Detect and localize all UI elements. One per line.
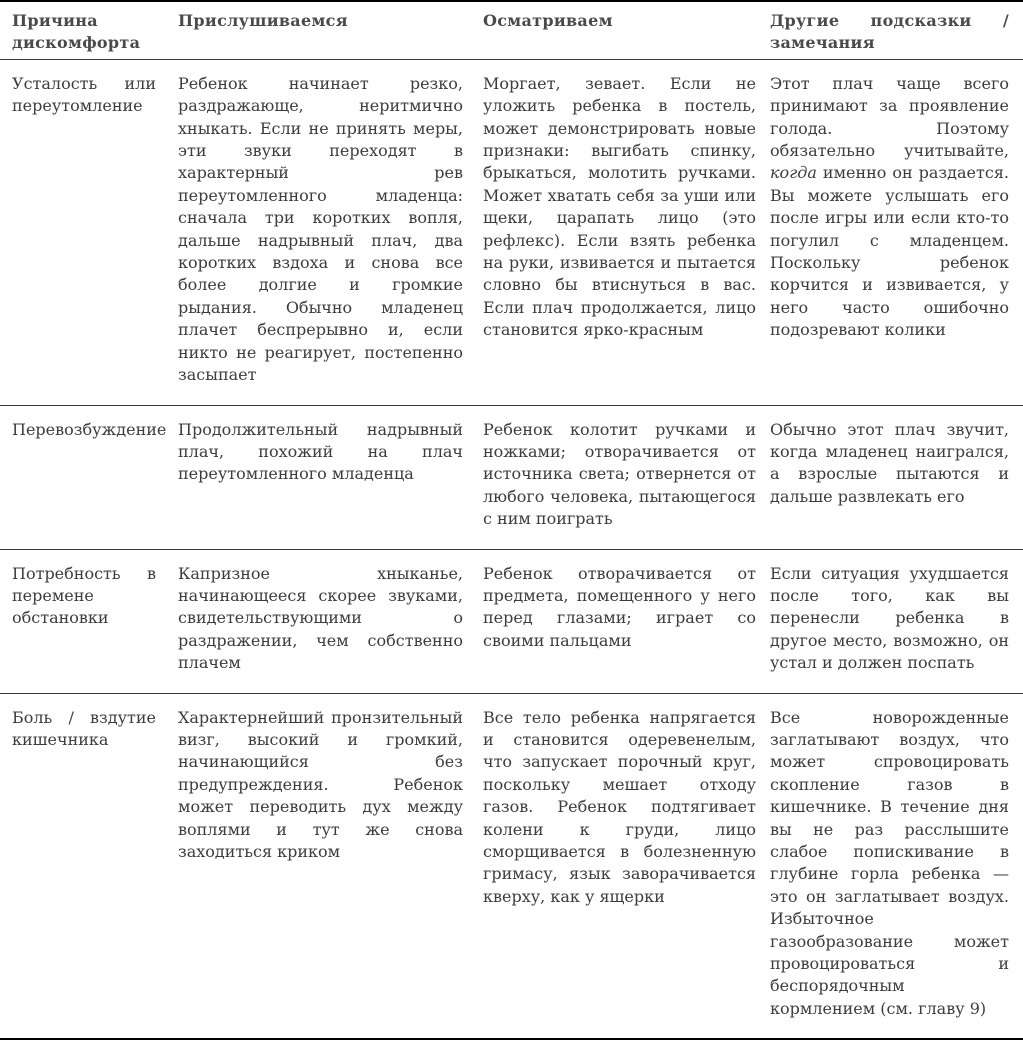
cause-text: Потребность в перемене обстановки — [12, 563, 156, 628]
cell-cause — [0, 549, 170, 693]
table-row-fatigue — [0, 59, 1023, 405]
hints-text: Все новорожденные заглатывают воздух, что может спровоцировать скопление газов в кишечнике. В течение дня вы не раз расслышите слабое попискивание в глубине горла ребенка — это он заглатывает воздух. Избыточное газообразование может провоцироваться и беспорядочным кормлением (см. главу 9) — [770, 707, 1009, 1018]
listen-text: Продолжительный надрывный плач, похожий на плач переутомленного младенца — [178, 419, 463, 484]
cell-listen — [170, 59, 471, 405]
table-row-overexcitement — [0, 405, 1023, 549]
listen-text: Характернейший пронзительный визг, высокий и громкий, начинающийся без предупреждения. Ребенок может переводить дух между воплями и тут же снова заходиться криком — [178, 707, 463, 861]
hints-text-prefix: Этот плач чаще всего принимают за проявление голода. Поэтому обязательно учитывайте, — [770, 73, 1009, 161]
cell-hints — [762, 405, 1023, 549]
hints-text-suffix: именно он раздается. Вы можете услышать его после игры или если кто-то погулил с младенцем. Поскольку ребенок корчится и извивается, у него часто ошибочно подозревают колики — [770, 163, 1009, 340]
cell-listen — [170, 405, 471, 549]
header-look: Осматриваем — [471, 1, 762, 59]
table-row-change-of-scene — [0, 549, 1023, 693]
hints-text: Обычно этот плач звучит, когда младенец наигрался, а взрослые пытаются и дальше развлекать его — [770, 419, 1009, 506]
look-text: Все тело ребенка напрягается и становится одеревенелым, что запускает порочный круг, поскольку мешает отходу газов. Ребенок подтягивает колени к груди, лицо сморщивается в болезненную гримасу, язык заворачивается кверху, как у ящерки — [483, 707, 756, 906]
header-listen: Прислушиваемся — [170, 1, 471, 59]
hints-text-italic: когда — [770, 163, 817, 183]
hints-text: Если ситуация ухудшается после того, как вы перенесли ребенка в другое место, возможно, он устал и должен поспать — [770, 563, 1009, 673]
cause-text: Перевозбуждение — [12, 419, 167, 439]
cell-cause — [0, 405, 170, 549]
header-hints: Другие подсказки / замечания — [762, 1, 1023, 59]
look-text: Ребенок отворачивается от предмета, помещенного у него перед глазами; играет со своими пальцами — [483, 563, 756, 650]
cell-cause — [0, 59, 170, 405]
cause-text: Боль / вздутие кишечника — [12, 707, 156, 749]
cell-listen — [170, 549, 471, 693]
cell-look — [471, 59, 762, 405]
look-text: Ребенок колотит ручками и ножками; отворачивается от источника света; отвернется от любого человека, пытающегося с ним поиграть — [483, 419, 756, 529]
cell-cause — [0, 693, 170, 1039]
table-body — [0, 59, 1023, 1039]
table-header — [0, 1, 1023, 59]
table-row-pain-gas — [0, 693, 1023, 1039]
cell-look — [471, 693, 762, 1039]
cell-hints — [762, 549, 1023, 693]
cause-text: Усталость или переутомление — [12, 73, 156, 116]
look-text: Моргает, зевает. Если не уложить ребенка в постель, может демонстрировать новые признаки: выгибать спинку, брыкаться, молотить ручками. Может хватать себя за уши или щеки, царапать лицо (это рефлекс). Если взять ребенка на руки, извивается и пытается словно бы втиснуться в вас. Если плач продолжается, лицо становится ярко-красным — [483, 73, 756, 340]
table-header-row — [0, 1, 1023, 59]
listen-text: Капризное хныканье, начинающееся скорее звуками, свидетельствующими о раздражении, чем собственно плачем — [178, 563, 463, 673]
cell-look — [471, 549, 762, 693]
hints-text — [770, 73, 1009, 342]
cell-look — [471, 405, 762, 549]
listen-text: Ребенок начинает резко, раздражающе, неритмично хныкать. Если не принять меры, эти звуки переходят в характерный рев переутомленного младенца: сначала три коротких вопля, дальше надрывный плач, два коротких вздоха и снова все более долгие и громкие рыдания. Обычно младенец плачет беспрерывно и, если никто не реагирует, постепенно засыпает — [178, 73, 463, 385]
cell-listen — [170, 693, 471, 1039]
cell-hints — [762, 693, 1023, 1039]
cell-hints — [762, 59, 1023, 405]
header-cause: Причина дискомфорта — [0, 1, 170, 59]
